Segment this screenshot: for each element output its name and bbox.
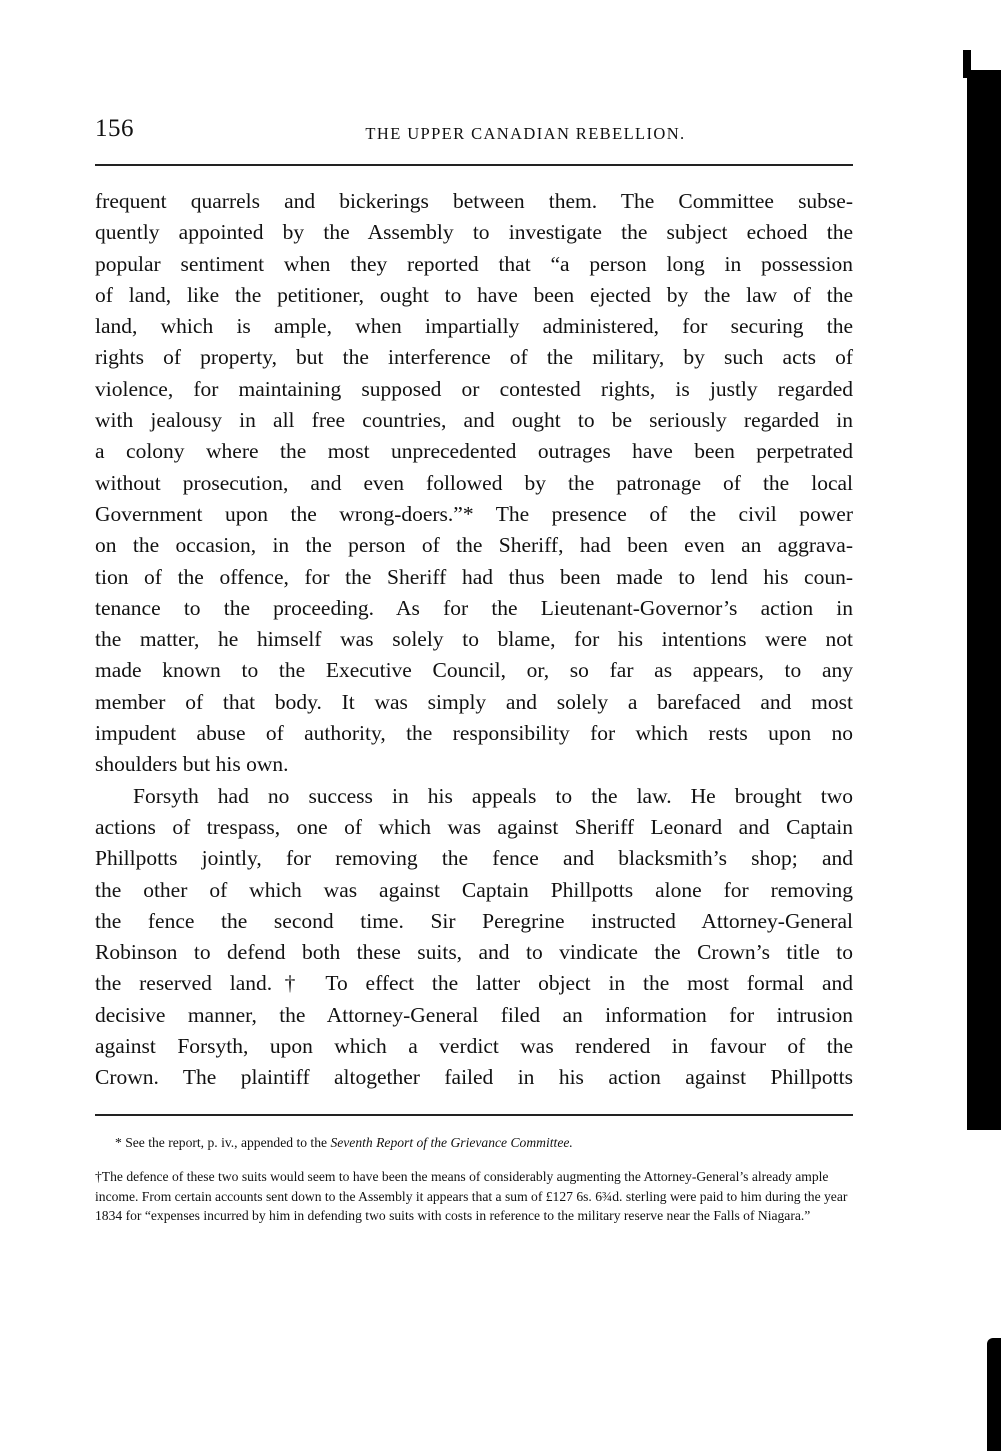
footnote-1-text: * See the report, p. iv., appended to the: [115, 1135, 331, 1150]
footnote-1: [95, 1133, 855, 1153]
body-text: [95, 186, 853, 1094]
body-line: made known to the Executive Council, or, so far as appears, to any: [95, 658, 853, 683]
body-line: with jealousy in all free countries, and ought to be seriously regarded in: [95, 408, 853, 433]
body-line: Phillpotts jointly, for removing the fence and blacksmith’s shop; and: [95, 846, 853, 871]
body-line: Robinson to defend both these suits, and to vindicate the Crown’s title to: [95, 940, 853, 965]
body-line: a colony where the most unprecedented outrages have been perpetrated: [95, 439, 853, 464]
scan-edge-tip: [963, 50, 971, 78]
scan-edge: [967, 70, 1001, 1130]
page-number: 156: [95, 115, 134, 142]
body-line: Government upon the wrong-doers.”* The presence of the civil power: [95, 501, 853, 526]
body-line: the reserved land.† To effect the latter object in the most formal and: [95, 971, 853, 996]
body-line: the fence the second time. Sir Peregrine instructed Attorney-General: [95, 908, 853, 933]
body-line: impudent abuse of authority, the responsibility for which rests upon no: [95, 721, 853, 746]
body-line: popular sentiment when they reported that “a person long in possession: [95, 251, 853, 276]
running-title: THE UPPER CANADIAN REBELLION.: [365, 124, 686, 143]
body-line: actions of trespass, one of which was against Sheriff Leonard and Captain: [95, 814, 853, 839]
body-line: violence, for maintaining supposed or contested rights, is justly regarded: [95, 376, 853, 401]
header-rule: [95, 164, 853, 166]
body-line: decisive manner, the Attorney-General filed an information for intrusion: [95, 1002, 853, 1027]
body-line: quently appointed by the Assembly to investigate the subject echoed the: [95, 220, 853, 245]
body-line: Forsyth had no success in his appeals to the law. He brought two: [133, 783, 853, 808]
footnote-2: †The defence of these two suits would seem to have been the means of considerably augmenting the Attorney-General’s already ample income. From certain accounts sent down to the Assembly it appears that a sum of £127 6s. 6¾d. sterling were paid to him during the year 1834 for “expenses incurred by him in defending two suits with costs in reference to the military reserve near the Falls of Niagara.”: [95, 1168, 848, 1224]
body-line: tenance to the proceeding. As for the Lieutenant-Governor’s action in: [95, 595, 853, 620]
footnotes: [95, 1133, 855, 1226]
body-line: frequent quarrels and bickerings between them. The Committee subse-: [95, 189, 853, 213]
body-line: rights of property, but the interference of the military, by such acts of: [95, 345, 853, 370]
body-line: the matter, he himself was solely to blame, for his intentions were not: [95, 627, 853, 652]
scan-edge-bottom: [987, 1338, 1001, 1451]
body-line: tion of the offence, for the Sheriff had thus been made to lend his coun-: [95, 564, 853, 589]
body-line: against Forsyth, upon which a verdict was rendered in favour of the: [95, 1034, 853, 1059]
body-line: Crown. The plaintiff altogether failed in his action against Phillpotts: [95, 1065, 853, 1090]
body-line: without prosecution, and even followed by the patronage of the local: [95, 470, 853, 495]
body-line: land, which is ample, when impartially administered, for securing the: [95, 314, 853, 339]
footnote-rule: [95, 1114, 853, 1116]
body-line: on the occasion, in the person of the Sheriff, had been even an aggrava-: [95, 533, 853, 558]
body-line: shoulders but his own.: [95, 752, 289, 777]
footnote-1-title: Seventh Report of the Grievance Committee.: [330, 1135, 573, 1150]
body-line: member of that body. It was simply and solely a barefaced and most: [95, 689, 853, 714]
body-line: the other of which was against Captain Phillpotts alone for removing: [95, 877, 853, 902]
body-line: of land, like the petitioner, ought to have been ejected by the law of the: [95, 282, 853, 307]
